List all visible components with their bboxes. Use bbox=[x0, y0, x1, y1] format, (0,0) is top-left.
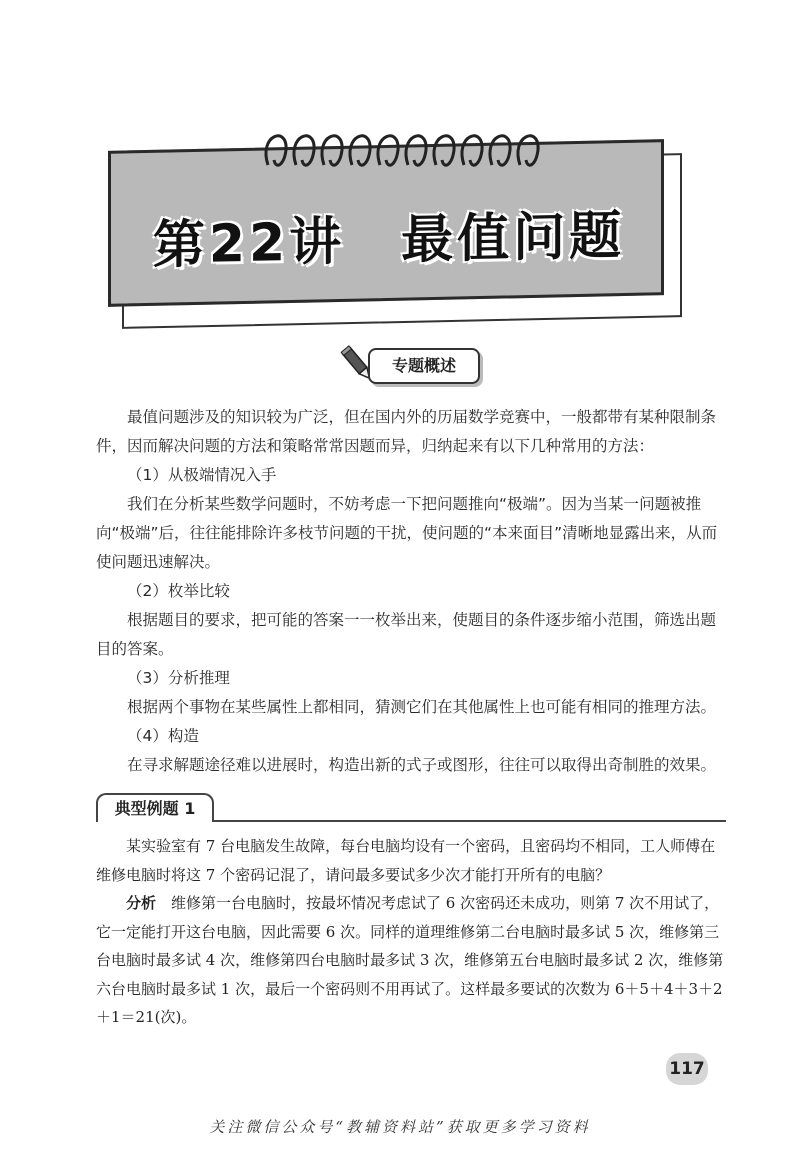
example-analysis bbox=[96, 889, 726, 1032]
ring-4-icon bbox=[350, 136, 370, 165]
example-header bbox=[96, 793, 726, 823]
method-3-title: （3）分析推理 bbox=[127, 669, 230, 687]
ring-5-icon bbox=[378, 136, 398, 165]
example-label: 典型例题 1 bbox=[96, 793, 214, 822]
analysis-text: 维修第一台电脑时，按最坏情况考虑试了 6 次密码还未成功，则第 7 次不用试了，它一定能打开这台电脑，因此需要 6 次。同样的道理维修第二台电脑时最多试 5 次，维修第三台电脑时最多试 4 次，维修第四台电脑时最多试 3 次，维修第五台电脑时最多试 2 次，维修第六台电脑时最多试 1 次，最后一个密码则不用再试了。这样最多要试的次数为 6＋5＋4＋3＋2＋1＝21(次)。 bbox=[96, 894, 724, 1026]
example-problem: 某实验室有 7 台电脑发生故障，每台电脑均设有一个密码，且密码均不相同，工人师傅在维修电脑时将这 7 个密码记混了，请问最多要试多少次才能打开所有的电脑？ bbox=[96, 837, 716, 884]
ring-1-icon bbox=[266, 136, 286, 165]
method-2-title: （2）枚举比较 bbox=[127, 582, 230, 600]
overview-intro: 最值问题涉及的知识较为广泛，但在国内外的历届数学竞赛中，一般都带有某种限制条件，因而解决问题的方法和策略常常因题而异，归纳起来有以下几种常用的方法： bbox=[96, 408, 717, 455]
method-2-desc: 根据题目的要求，把可能的答案一一枚举出来，使题目的条件逐步缩小范围，筛选出题目的答案。 bbox=[96, 611, 717, 658]
overview-body bbox=[96, 403, 726, 780]
method-1-desc: 我们在分析某些数学问题时，不妨考虑一下把问题推向“极端”。因为当某一问题被推向“极端”后，往往能排除许多枝节问题的干扰，使问题的“本来面目”清晰地显露出来，从而使问题迅速解决。 bbox=[96, 495, 718, 571]
method-1-title: （1）从极端情况入手 bbox=[127, 466, 277, 484]
ring-10-icon bbox=[518, 136, 538, 165]
analysis-label: 分析 bbox=[126, 894, 157, 912]
chapter-title: 第22讲 最值问题 bbox=[152, 205, 626, 276]
ring-7-icon bbox=[434, 136, 454, 165]
binder-rings-icon bbox=[258, 115, 548, 185]
page-number: 117 bbox=[666, 1053, 708, 1085]
method-3-desc: 根据两个事物在某些属性上都相同，猜测它们在其他属性上也可能有相同的推理方法。 bbox=[127, 698, 717, 716]
footer-note: 关注微信公众号“教辅资料站”获取更多学习资料 bbox=[209, 1118, 591, 1136]
ring-9-icon bbox=[490, 136, 510, 165]
ring-2-icon bbox=[294, 136, 314, 165]
ring-8-icon bbox=[462, 136, 482, 165]
section-label: 专题概述 bbox=[368, 348, 480, 384]
chapter-banner bbox=[108, 145, 676, 315]
example-body bbox=[96, 832, 726, 1032]
ring-6-icon bbox=[406, 136, 426, 165]
method-4-desc: 在寻求解题途径难以进展时，构造出新的式子或图形，往往可以取得出奇制胜的效果。 bbox=[127, 756, 717, 774]
method-4-title: （4）构造 bbox=[127, 727, 199, 745]
ring-3-icon bbox=[322, 136, 342, 165]
